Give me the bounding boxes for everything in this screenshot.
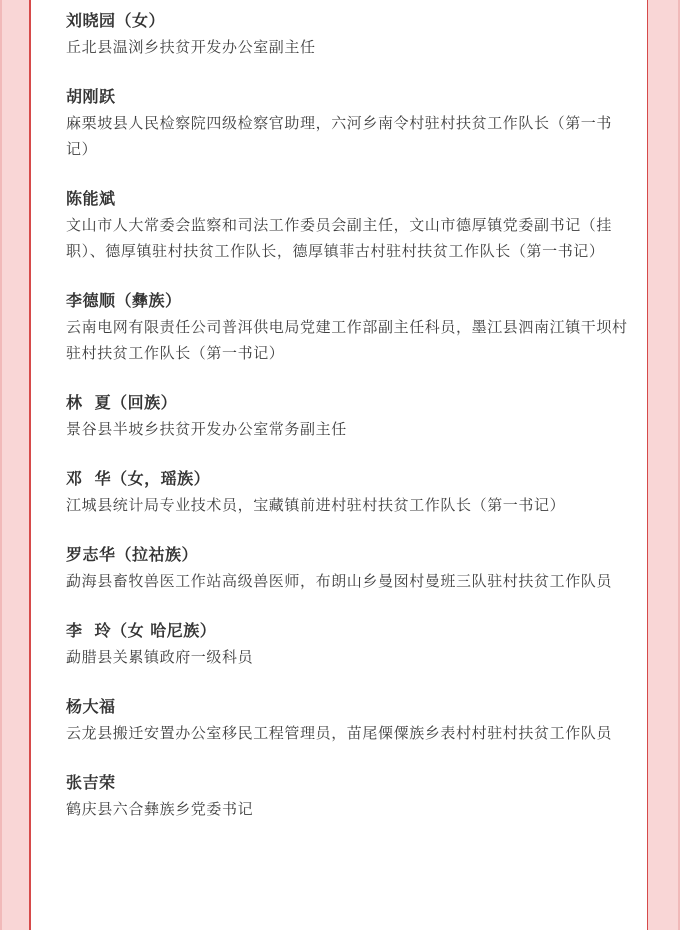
left-red-border — [29, 0, 31, 930]
list-item — [66, 542, 628, 594]
right-red-border — [647, 0, 649, 930]
person-name: 胡刚跃 — [66, 87, 116, 106]
person-position: 文山市人大常委会监察和司法工作委员会副主任，文山市德厚镇党委副书记（挂职）、德厚镇驻村扶贫工作队长，德厚镇菲古村驻村扶贫工作队长（第一书记） — [66, 216, 613, 260]
list-item — [66, 186, 628, 264]
list-item — [66, 466, 628, 518]
person-position: 丘北县温浏乡扶贫开发办公室副主任 — [66, 38, 316, 56]
person-name: 刘晓园（女） — [66, 11, 166, 30]
list-item — [66, 288, 628, 366]
person-position: 云龙县搬迁安置办公室移民工程管理员，苗尾傈僳族乡表村村驻村扶贫工作队员 — [66, 724, 613, 742]
person-name: 陈能斌 — [66, 189, 116, 208]
person-name: 邓 华（女，瑶族） — [66, 469, 211, 488]
right-decorative-band — [648, 0, 680, 930]
person-name: 林 夏（回族） — [66, 393, 178, 412]
list-item — [66, 390, 628, 442]
person-name: 李 玲（女 哈尼族） — [66, 621, 217, 640]
person-position: 江城县统计局专业技术员，宝藏镇前进村驻村扶贫工作队长（第一书记） — [66, 496, 566, 514]
list-item — [66, 8, 628, 60]
person-name: 李德顺（彝族） — [66, 291, 182, 310]
list-item — [66, 694, 628, 746]
left-decorative-band — [0, 0, 30, 930]
person-position: 景谷县半坡乡扶贫开发办公室常务副主任 — [66, 420, 347, 438]
list-item — [66, 618, 628, 670]
person-position: 勐腊县关累镇政府一级科员 — [66, 648, 254, 666]
person-position: 云南电网有限责任公司普洱供电局党建工作部副主任科员，墨江县泗南江镇干坝村驻村扶贫工作队长（第一书记） — [66, 318, 628, 362]
left-band-edge — [0, 0, 2, 930]
list-item — [66, 770, 628, 822]
person-position: 鹤庆县六合彝族乡党委书记 — [66, 800, 254, 818]
person-name: 杨大福 — [66, 697, 116, 716]
person-name: 罗志华（拉祜族） — [66, 545, 199, 564]
name-list — [66, 8, 628, 846]
person-position: 勐海县畜牧兽医工作站高级兽医师，布朗山乡曼囡村曼班三队驻村扶贫工作队员 — [66, 572, 613, 590]
person-position: 麻栗坡县人民检察院四级检察官助理，六河乡南令村驻村扶贫工作队长（第一书记） — [66, 114, 613, 158]
person-name: 张吉荣 — [66, 773, 116, 792]
list-item — [66, 84, 628, 162]
